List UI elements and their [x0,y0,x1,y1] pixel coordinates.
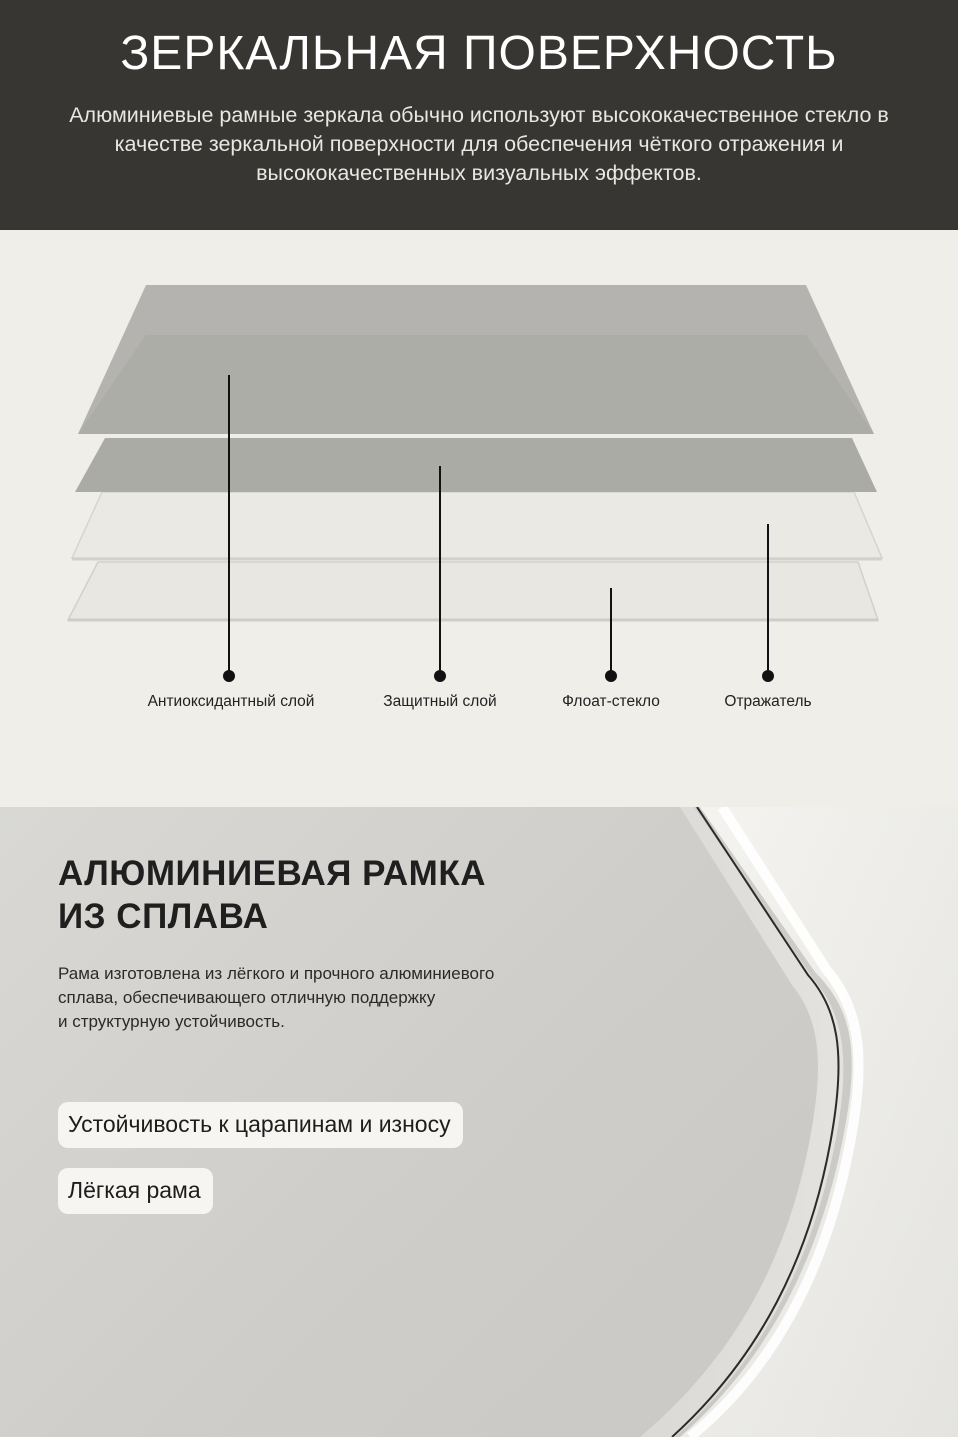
pointer-dot [605,670,617,682]
page-title: ЗЕРКАЛЬНАЯ ПОВЕРХНОСТЬ [120,27,838,80]
frame-title-line-2: ИЗ СПЛАВА [58,897,269,936]
label-reflector: Отражатель [724,693,812,710]
layer-reflector [68,562,878,620]
feature-chip-light-frame: Лёгкая рама [58,1168,213,1214]
feature-chip-scratch-resistance: Устойчивость к царапинам и износу [58,1102,463,1148]
frame-section-title [58,852,578,938]
layers-illustration [0,230,958,807]
pointer-dot [434,670,446,682]
frame-desc-line-3: и структурную устойчивость. [58,1012,285,1031]
hero-header [0,0,958,230]
pointer-dot [223,670,235,682]
label-float-glass: Флоат-стекло [562,693,660,710]
label-protective-layer: Защитный слой [383,693,497,710]
frame-section-description [58,962,618,1034]
layer-float-glass [72,492,882,558]
pointer-dot [762,670,774,682]
aluminium-frame-section [0,807,958,1437]
frame-title-line-1: АЛЮМИНИЕВАЯ РАМКА [58,854,486,893]
header-description: Алюминиевые рамные зеркала обычно используют высококачественное стекло в качестве зеркальной поверхности для обеспечения чёткого отражения и высококачественных визуальных эффектов. [69,103,889,185]
frame-desc-line-1: Рама изготовлена из лёгкого и прочного алюминиевого [58,964,495,983]
mirror-layers-diagram [0,230,958,807]
label-antioxidant-layer: Антиоксидантный слой [147,693,315,710]
frame-desc-line-2: сплава, обеспечивающего отличную поддержку [58,988,436,1007]
layer-protective [75,438,877,492]
